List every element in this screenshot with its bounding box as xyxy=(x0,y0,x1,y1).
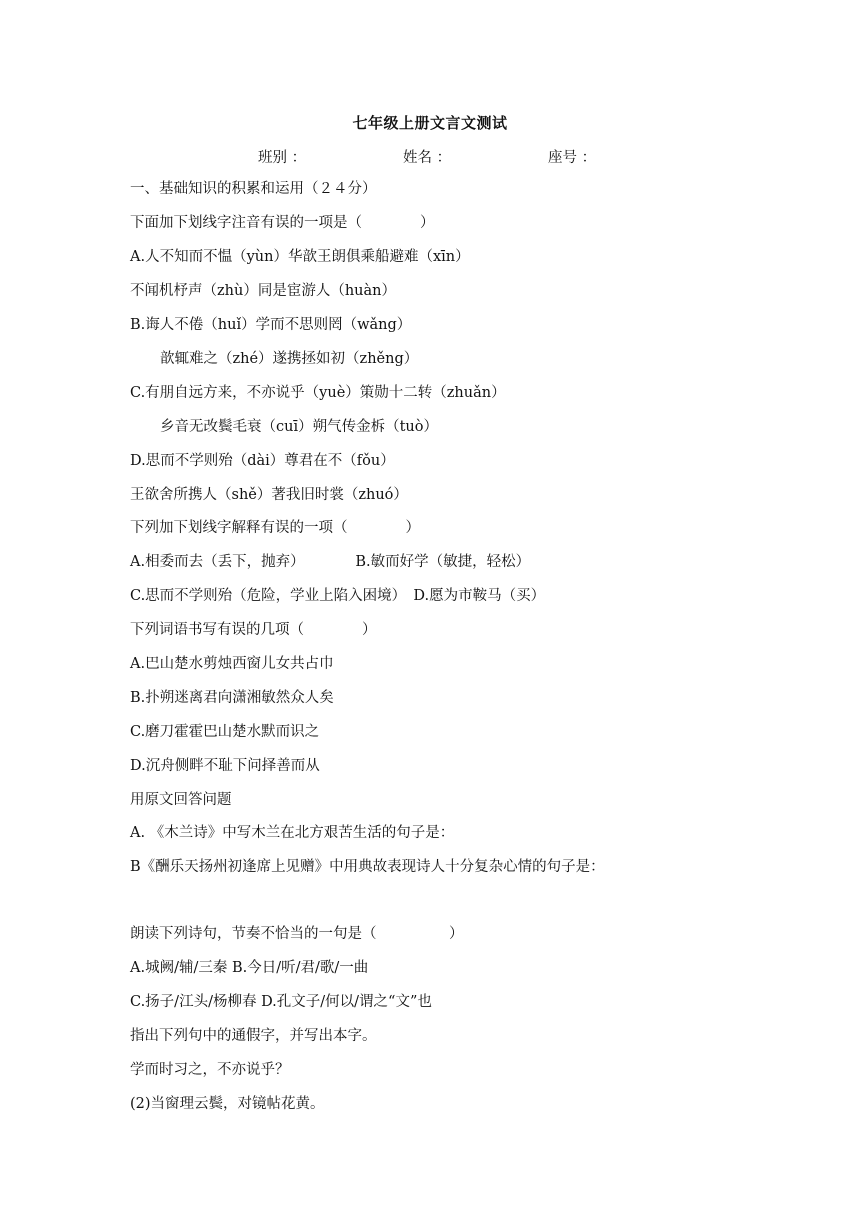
option-a-line2: 不闻机杼声（zhù）同是宦游人（huàn） xyxy=(130,283,396,299)
option-d-line2: 王欲舍所携人（shě）著我旧时裳（zhuó） xyxy=(130,487,408,503)
question-meaning: 下列加下划线字解释有误的一项（ ） xyxy=(130,520,420,536)
rhythm-options-ab: A.城阙/辅/三秦 B.今日/听/君/歌/一曲 xyxy=(130,960,369,976)
section-heading: 一、基础知识的积累和运用（２４分） xyxy=(130,181,377,197)
writing-option-d: D.沉舟侧畔不耻下问择善而从 xyxy=(130,758,320,774)
option-b-line2: 歆辄难之（zhé）遂携拯如初（zhěng） xyxy=(160,351,419,367)
writing-option-b: B.扑朔迷离君向潇湘敏然众人矣 xyxy=(130,690,334,706)
recall-item-a: A. 《木兰诗》中写木兰在北方艰苦生活的句子是： xyxy=(130,825,455,841)
question-writing: 下列词语书写有误的几项（ ） xyxy=(130,622,377,638)
writing-option-c: C.磨刀霍霍巴山楚水默而识之 xyxy=(130,724,320,740)
tongjia-item-2: (2)当窗理云鬓，对镜帖花黄。 xyxy=(130,1096,325,1112)
rhythm-options-cd: C.扬子/江头/杨柳春 D.孔文子/何以/谓之“文”也 xyxy=(130,994,432,1010)
seat-label: 座号 ： xyxy=(548,150,597,166)
option-c-line1: C.有朋自远方来，不亦说乎（yuè）策勋十二转（zhuǎn） xyxy=(130,385,506,401)
option-a-line1: A.人不知而不愠（yùn）华歆王朗俱乘船避难（xīn） xyxy=(130,249,470,265)
meaning-options-ab: A.相委而去（丢下，抛弃） B.敏而好学（敏捷，轻松） xyxy=(130,554,531,570)
writing-option-a: A.巴山楚水剪烛西窗儿女共占巾 xyxy=(130,656,334,672)
recall-item-b: B《酬乐天扬州初逢席上见赠》中用典故表现诗人十分复杂心情的句子是： xyxy=(130,859,605,875)
document-title: 七年级上册文言文测试 xyxy=(352,114,508,132)
question-recall: 用原文回答问题 xyxy=(130,792,232,808)
question-pinyin: 下面加下划线字注音有误的一项是（ ） xyxy=(130,215,435,231)
class-label: 班别 ： xyxy=(258,150,307,166)
option-b-line1: B.诲人不倦（huǐ）学而不思则罔（wǎng） xyxy=(130,317,412,333)
question-rhythm: 朗读下列诗句，节奏不恰当的一句是（ ） xyxy=(130,926,464,942)
tongjia-item-1: 学而时习之，不亦说乎？ xyxy=(130,1062,290,1078)
option-c-line2: 乡音无改鬓毛衰（cuī）朔气传金柝（tuò） xyxy=(160,419,438,435)
option-d-line1: D.思而不学则殆（dài）尊君在不（fǒu） xyxy=(130,453,395,469)
meaning-options-cd: C.思而不学则殆（危险，学业上陷入困境） D.愿为市鞍马（买） xyxy=(130,588,546,604)
question-tongjia: 指出下列句中的通假字，并写出本字。 xyxy=(130,1028,377,1044)
student-info-row xyxy=(0,146,860,168)
name-label: 姓名 ： xyxy=(403,150,452,166)
